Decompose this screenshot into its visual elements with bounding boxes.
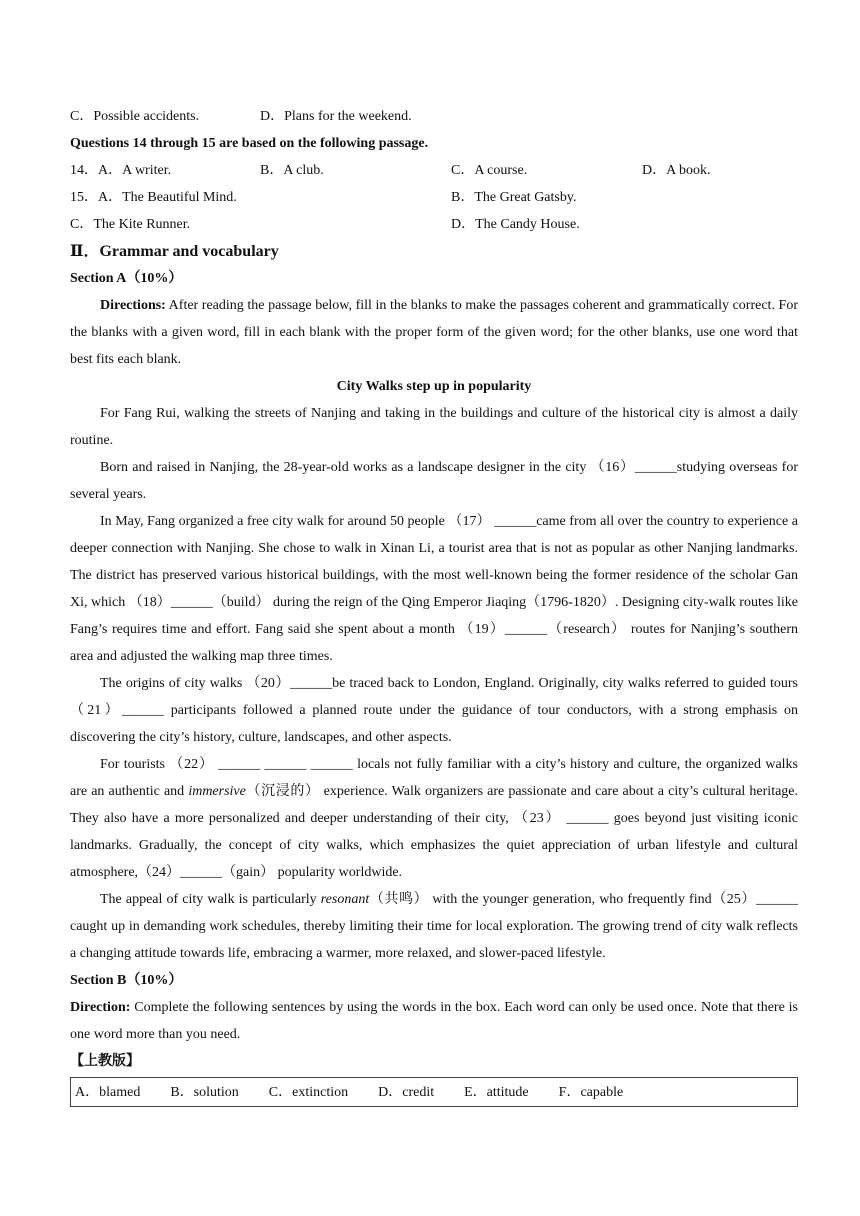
q15-options-row-2 <box>70 211 798 238</box>
word-option-f: F．capable <box>558 1084 624 1100</box>
directions-text: After reading the passage below, fill in the blanks to make the passages coherent and grammatically correct. For the blanks with a given word, fill in each blank with the proper form of the given word; for the other blanks, use one word that best fits each blank. <box>70 298 798 367</box>
option-c: C．Possible accidents. <box>70 109 200 124</box>
direction-b-text: Complete the following sentences by using the words in the box. Each word can only be used once. Note that there is one word more than you need. <box>70 1000 798 1042</box>
passage-paragraph-6 <box>70 886 798 967</box>
q15-options-row-1 <box>70 184 798 211</box>
p6-text-b: （共鸣） with the younger generation, who frequently find（25）______ caught up in demanding work schedules, thereby limiting their time for local exploration. The growing trend of city walk reflects a changing attitude towards life, embracing a warmer, more relaxed, and slower-paced lifestyle. <box>70 892 798 961</box>
q13-options-row <box>70 103 798 130</box>
word-option-b: B．solution <box>170 1084 239 1100</box>
q14-option-c: C．A course. <box>451 163 528 178</box>
word-option-a: A．blamed <box>75 1084 141 1100</box>
q14-option-d: D．A book. <box>642 163 711 178</box>
passage-title: City Walks step up in popularity <box>336 379 532 394</box>
section-a-heading: Section A（10%） <box>70 271 183 286</box>
passage-paragraph-3: In May, Fang organized a free city walk for around 50 people （17） ______came from all over the country to experience a deeper connection with Nanjing. She chose to walk in Xinan Li, a tourist area that is not as popular as other Nanjing landmarks. The district has preserved various historical buildings, with the most well-known being the former residence of the scholar Gan Xi, which （18）______（build） during the reign of the Qing Emperor Jiaqing（1796-1820）. Designing city-walk routes like Fang’s requires time and effort. Fang said she spent about a month （19）______（research） routes for Nanjing’s southern area and adjusted the walking map three times. <box>70 514 798 664</box>
word-option-e: E．attitude <box>464 1084 529 1100</box>
section-a-directions <box>70 292 798 373</box>
q15-option-c: C．The Kite Runner. <box>70 217 191 232</box>
option-d: D．Plans for the weekend. <box>260 109 412 124</box>
worksheet-page <box>70 103 798 1107</box>
directions-label: Directions: <box>100 298 166 313</box>
section-b-directions <box>70 994 798 1048</box>
p5-text-a: For tourists （22） ______ ______ ______ locals not fully familiar with a city’s history and culture, the organized walks are an authentic and <box>70 757 798 799</box>
q14-option-b: B．A club. <box>260 163 324 178</box>
q15-option-a: 15．A．The Beautiful Mind. <box>70 190 237 205</box>
passage-paragraph-2: Born and raised in Nanjing, the 28-year-old works as a landscape designer in the city （16）______studying overseas for several years. <box>70 460 798 502</box>
q14-15-header: Questions 14 through 15 are based on the following passage. <box>70 136 429 151</box>
passage-paragraph-5 <box>70 751 798 886</box>
passage-paragraph-4: The origins of city walks （20）______be traced back to London, England. Originally, city walks referred to guided tours（21）______ participants followed a planned route under the guidance of tour conductors, with a strong emphasis on discovering the city’s history, culture, landscapes, and other aspects. <box>70 676 798 745</box>
q14-option-a: 14．A．A writer. <box>70 163 172 178</box>
q14-options-row <box>70 157 798 184</box>
immersive-word: immersive <box>188 784 246 799</box>
resonant-word: resonant <box>320 892 370 907</box>
part2-heading: Ⅱ．Grammar and vocabulary <box>70 243 279 260</box>
q15-option-d: D．The Candy House. <box>451 217 580 232</box>
word-box <box>70 1077 798 1107</box>
section-b-heading: Section B（10%） <box>70 973 183 988</box>
edition-label: 【上教版】 <box>70 1054 140 1069</box>
p6-text-a: The appeal of city walk is particularly <box>100 892 321 907</box>
q15-option-b: B．The Great Gatsby. <box>451 190 577 205</box>
word-option-c: C．extinction <box>268 1084 349 1100</box>
passage-paragraph-1: For Fang Rui, walking the streets of Nanjing and taking in the buildings and culture of the historical city is almost a daily routine. <box>70 406 798 448</box>
p5-text-b: （沉浸的） experience. Walk organizers are passionate and care about a city’s cultural heritage. They also have a more personalized and deeper understanding of their city, （23） ______ goes beyond just visiting iconic landmarks. Gradually, the concept of city walks, which emphasizes the quiet appreciation of urban lifestyle and cultural atmosphere,（24）______（gain） popularity worldwide. <box>70 784 799 880</box>
direction-b-label: Direction: <box>70 1000 131 1015</box>
word-option-d: D．credit <box>378 1084 435 1100</box>
